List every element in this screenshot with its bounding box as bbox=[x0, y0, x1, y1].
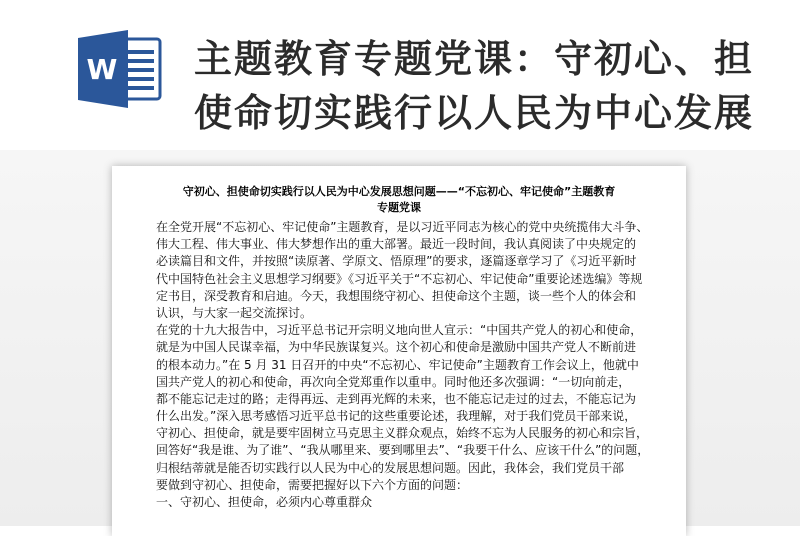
body-line: 代中国特色社会主义思想学习纲要》《习近平关于“不忘初心、牢记使命”重要论述选编》等规 bbox=[156, 271, 643, 286]
body-line: 在全党开展“不忘初心、牢记使命”主题教育，是以习近平同志为核心的党中央统揽伟大斗争、 bbox=[156, 220, 649, 234]
header-banner bbox=[0, 0, 800, 150]
body-line: 伟大工程、伟大事业、伟大梦想作出的重大部署。最近一段时间，我认真阅读了中央规定的 bbox=[156, 237, 637, 252]
body-line: 认识，与大家一起交流探讨。 bbox=[156, 305, 313, 320]
body-line: 定书目，深受教育和启迪。今天，我想围绕守初心、担使命这个主题，谈一些个人的体会和 bbox=[156, 288, 637, 303]
body-line: 的根本动力。”在 5 月 31 日召开的中央“不忘初心、牢记使命”主题教育工作会议上，他就中 bbox=[156, 357, 639, 372]
body-line: 回答好“我是谁、为了谁”、“我从哪里来、要到哪里去”、“我要干什么、应该干什么”的问题， bbox=[156, 443, 650, 458]
body-line: 什么出发。”深入思考感悟习近平总书记的这些重要论述，我理解，对于我们党员干部来说， bbox=[156, 409, 637, 424]
body-line: 必读篇目和文件，并按照“读原著、学原文、悟原理”的要求，逐篇逐章学习了《习近平新时 bbox=[156, 254, 637, 269]
page-heading-line-2: 专题党课 bbox=[377, 201, 421, 214]
body-line: 都不能忘记走过的路；走得再远、走到再光辉的未来，也不能忘记走过的过去，不能忘记为 bbox=[156, 391, 637, 406]
body-line: 在党的十九大报告中，习近平总书记开宗明义地向世人宣示：“中国共产党人的初心和使命， bbox=[156, 323, 643, 338]
word-icon bbox=[76, 30, 164, 108]
document-title-line-1: 主题教育专题党课：守初心、担 bbox=[194, 37, 755, 81]
section-heading: 一、守初心、担使命，必须内心尊重群众 bbox=[156, 495, 373, 509]
page-heading bbox=[142, 184, 656, 216]
document-page bbox=[112, 166, 686, 536]
body-line: 守初心、担使命，就是要牢固树立马克思主义群众观点，始终不忘为人民服务的初心和宗旨， bbox=[156, 426, 649, 441]
body-text bbox=[156, 219, 656, 511]
body-line: 归根结蒂就是能否切实践行以人民为中心的发展思想问题。因此，我体会，我们党员干部 bbox=[156, 460, 625, 475]
document-title-line-2: 使命切实践行以人民为中心发展 bbox=[194, 91, 755, 135]
body-line: 国共产党人的初心和使命，再次向全党郑重作以重申。同时他还多次强调：“一切向前走， bbox=[156, 374, 631, 389]
body-line: 要做到守初心、担使命，需要把握好以下六个方面的问题： bbox=[156, 477, 469, 492]
svg-text:W: W bbox=[86, 53, 118, 86]
page-heading-line-1: 守初心、担使命切实践行以人民为中心发展思想问题——“不忘初心、牢记使命”主题教育 bbox=[182, 185, 616, 198]
body-line: 就是为中国人民谋幸福，为中华民族谋复兴。这个初心和使命是激励中国共产党人不断前进 bbox=[156, 340, 637, 355]
